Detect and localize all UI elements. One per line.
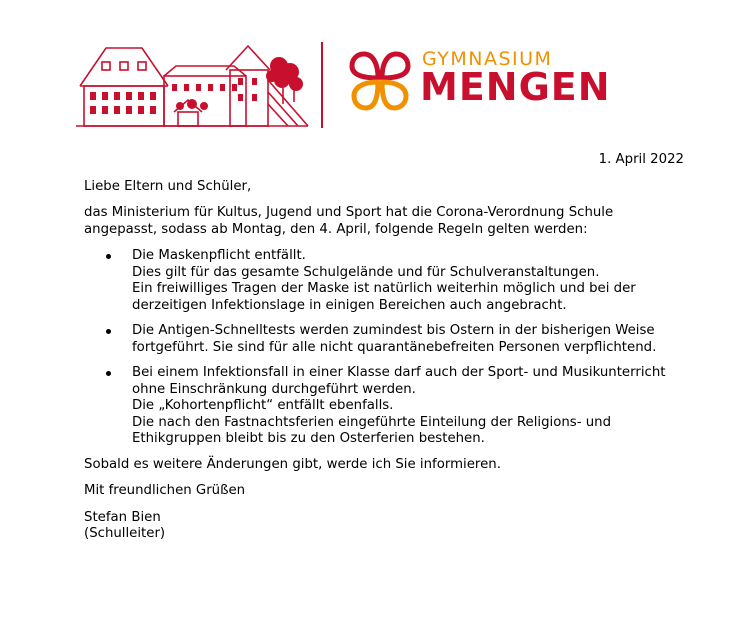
rule-line: Bei einem Infektionsfall in einer Klasse darf auch der Sport- und Musikunterricht	[132, 365, 666, 380]
signer-role: (Schulleiter)	[84, 526, 166, 541]
rules-list	[84, 248, 684, 448]
rule-line: Die nach den Fastnachtsferien eingeführte Einteilung der Religions- und	[132, 414, 612, 430]
school-label: GYMNASIUM	[422, 48, 553, 70]
rule-line: Ethikgruppen bleibt bis zu den Osterferien bestehen.	[132, 431, 485, 446]
intro-paragraph	[84, 205, 684, 238]
bullet-icon	[106, 329, 111, 334]
intro-line: das Ministerium für Kultus, Jugend und Sport hat die Corona-Verordnung Schule	[84, 205, 614, 220]
rule-line: derzeitigen Infektionslage in einigen Bereichen auch angebracht.	[132, 297, 567, 313]
rule-line: fortgeführt. Sie sind für alle nicht quarantänebefreiten Personen verpflichtend.	[132, 339, 657, 355]
letter-body	[84, 152, 684, 553]
school-building-illustration	[76, 40, 312, 130]
greeting: Liebe Eltern und Schüler,	[84, 178, 252, 194]
rule-item	[132, 323, 684, 356]
bullet-icon	[106, 254, 111, 259]
bullet-icon	[106, 371, 111, 376]
outro-paragraph: Sobald es weitere Änderungen gibt, werde ich Sie informieren.	[84, 456, 501, 472]
rule-line: Die Antigen-Schnelltests werden zumindest bis Ostern in der bisherigen Weise	[132, 323, 655, 338]
rule-line: Die Maskenpflicht entfällt.	[132, 248, 306, 263]
closing: Mit freundlichen Grüßen	[84, 483, 246, 498]
rule-line: ohne Einschränkung durchgeführt werden.	[132, 381, 416, 397]
header-divider	[321, 42, 323, 128]
rule-line: Die „Kohortenpflicht“ entfällt ebenfalls.	[132, 398, 394, 413]
rule-line: Dies gilt für das gesamte Schulgelände und für Schulveranstaltungen.	[132, 264, 600, 280]
signature-block	[84, 510, 684, 543]
rule-line: Ein freiwilliges Tragen der Maske ist natürlich weiterhin möglich und bei der	[132, 281, 636, 296]
school-name: MENGEN	[420, 65, 611, 109]
letterhead	[76, 40, 616, 130]
rule-item	[132, 365, 684, 448]
signer-name: Stefan Bien	[84, 509, 161, 525]
clover-logo-icon	[348, 48, 412, 112]
intro-line: angepasst, sodass ab Montag, den 4. April, folgende Regeln gelten werden:	[84, 221, 588, 237]
letter-date: 1. April 2022	[598, 152, 684, 167]
rule-item	[132, 248, 684, 314]
